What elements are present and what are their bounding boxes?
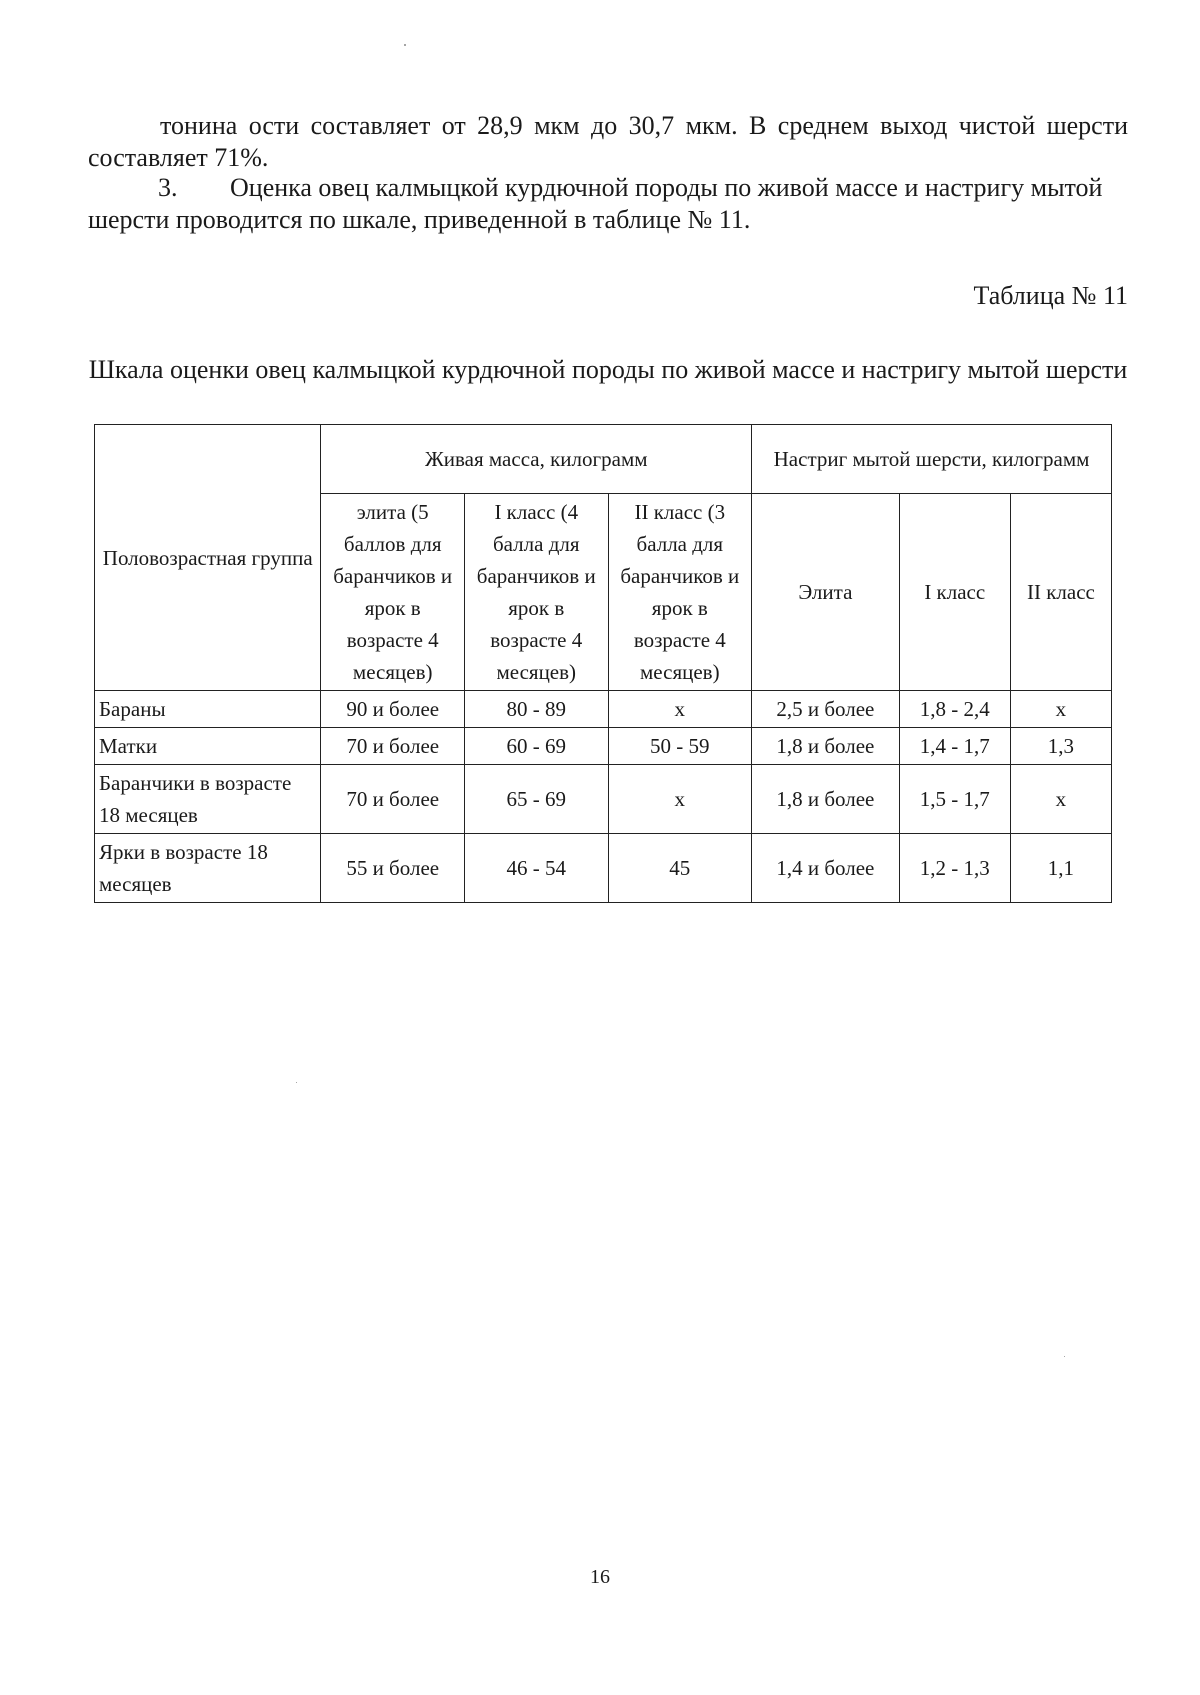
header-fleece: Настриг мытой шерсти, килограмм [752, 425, 1112, 494]
row-group-label: Бараны [95, 691, 321, 728]
table-cell: х [608, 691, 752, 728]
header-live-mass: Живая масса, килограмм [321, 425, 752, 494]
table-cell: 1,4 - 1,7 [899, 728, 1010, 765]
table-cell: 2,5 и более [752, 691, 900, 728]
header-live-mass-class-1: I класс (4 балла для баранчиков и ярок в возрасте 4 месяцев) [464, 494, 608, 691]
table-cell: 60 - 69 [464, 728, 608, 765]
table-cell: 70 и более [321, 728, 465, 765]
row-group-label: Баранчики в возрасте 18 месяцев [95, 765, 321, 834]
table-row [95, 765, 1112, 834]
paragraph-evaluation-scale [88, 172, 1128, 236]
header-live-mass-elite: элита (5 баллов для баранчиков и ярок в возрасте 4 месяцев) [321, 494, 465, 691]
table-cell: 65 - 69 [464, 765, 608, 834]
table-cell: 1,2 - 1,3 [899, 834, 1010, 903]
table-row [95, 728, 1112, 765]
table-cell: 80 - 89 [464, 691, 608, 728]
header-fleece-elite: Элита [752, 494, 900, 691]
table-cell: х [1010, 691, 1111, 728]
table-cell: 1,8 и более [752, 728, 900, 765]
table-cell: 1,5 - 1,7 [899, 765, 1010, 834]
table-row [95, 691, 1112, 728]
paragraph-text: Оценка овец калмыцкой курдючной породы по живой массе и настригу мытой шерсти проводится по шкале, приведенной в таблице № 11. [88, 173, 1103, 234]
scan-speck [1064, 1356, 1065, 1357]
scan-speck [404, 44, 406, 46]
table-cell: х [608, 765, 752, 834]
header-fleece-class-2: II класс [1010, 494, 1111, 691]
paragraph-fiber-fineness [88, 110, 1128, 174]
table-cell: 50 - 59 [608, 728, 752, 765]
table-cell: 1,1 [1010, 834, 1111, 903]
paragraph-number: 3. [158, 173, 178, 202]
table-number-label: Таблица № 11 [973, 281, 1128, 310]
table-cell: 45 [608, 834, 752, 903]
header-group: Половозрастная группа [95, 425, 321, 691]
sheep-evaluation-table [94, 424, 1112, 903]
scan-speck [296, 1082, 297, 1083]
table-cell: х [1010, 765, 1111, 834]
table-cell: 1,8 и более [752, 765, 900, 834]
table-cell: 46 - 54 [464, 834, 608, 903]
table-title: Шкала оценки овец калмыцкой курдючной породы по живой массе и настригу мытой шерсти [88, 355, 1128, 384]
table-row [95, 834, 1112, 903]
table-header-row [95, 425, 1112, 494]
table-cell: 1,4 и более [752, 834, 900, 903]
table-cell: 1,3 [1010, 728, 1111, 765]
table-cell: 1,8 - 2,4 [899, 691, 1010, 728]
header-live-mass-class-2: II класс (3 балла для баранчиков и ярок в возрасте 4 месяцев) [608, 494, 752, 691]
row-group-label: Ярки в возрасте 18 месяцев [95, 834, 321, 903]
table-cell: 55 и более [321, 834, 465, 903]
table-cell: 70 и более [321, 765, 465, 834]
row-group-label: Матки [95, 728, 321, 765]
table-cell: 90 и более [321, 691, 465, 728]
paragraph-text: тонина ости составляет от 28,9 мкм до 30,7 мкм. В среднем выход чистой шерсти составляет 71%. [88, 111, 1128, 172]
header-fleece-class-1: I класс [899, 494, 1010, 691]
page-number: 16 [590, 1566, 610, 1588]
